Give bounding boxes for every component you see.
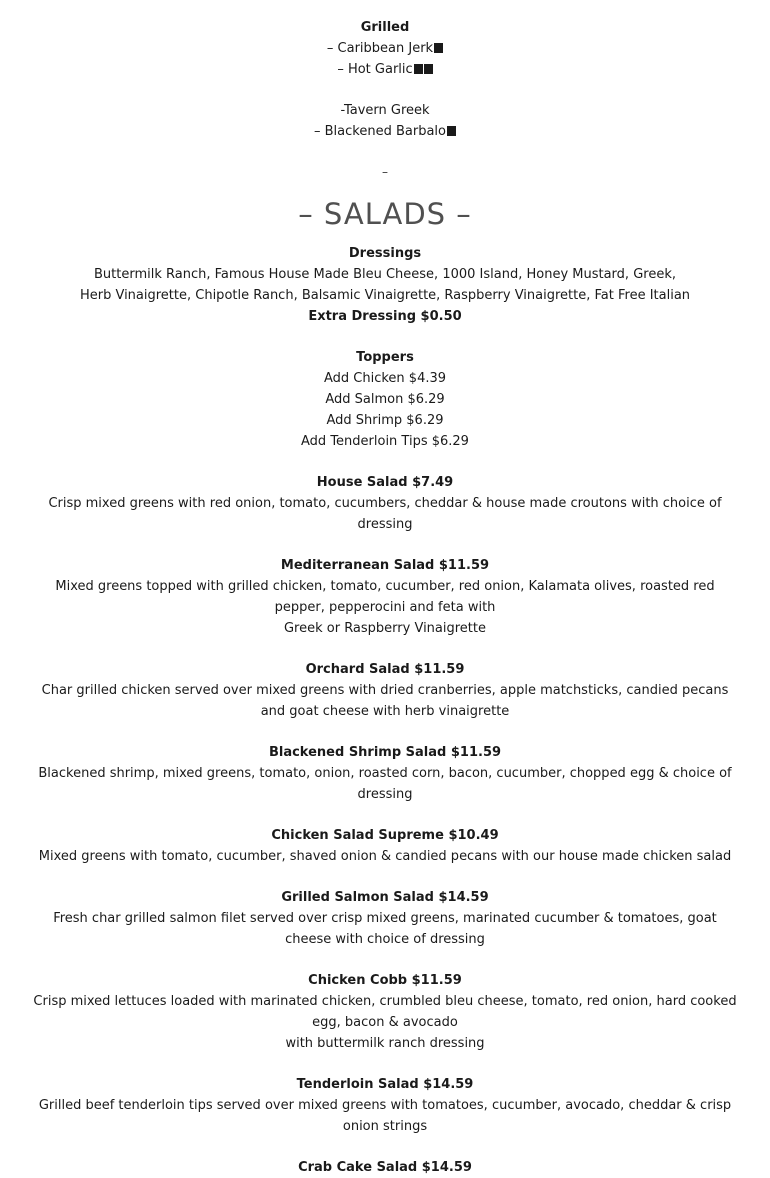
salad-item-description: with buttermilk ranch dressing [285,1036,485,1051]
toppers-heading: Toppers [356,350,414,365]
grilled-item-label: – Caribbean Jerk [326,41,434,56]
salad-item-name: Chicken Cobb $11.59 [308,973,462,988]
dressings-list-line-1: Buttermilk Ranch, Famous House Made Bleu Cheese, 1000 Island, Honey Mustard, Greek, [94,267,676,282]
salads-section-title: – SALADS – [298,197,472,231]
salad-item-name: Crab Cake Salad $14.59 [298,1160,472,1175]
salad-item-name: Orchard Salad $11.59 [305,662,465,677]
salad-item-name: Blackened Shrimp Salad $11.59 [268,745,502,760]
toppers-block [0,347,770,452]
salad-item-name: Tenderloin Salad $14.59 [296,1077,474,1092]
salad-item-description: Blackened shrimp, mixed greens, tomato, onion, roasted corn, bacon, cucumber, chopped egg & choice of dressing [38,766,732,802]
salad-item [0,1074,770,1137]
salad-item [0,970,770,1054]
salad-item [0,825,770,867]
grilled-section [0,17,770,142]
salad-item-description: Mixed greens with tomato, cucumber, shaved onion & candied pecans with our house made chicken salad [38,849,732,864]
spacer [0,80,770,100]
spicy-marker-icon [434,43,443,53]
grilled-item [0,59,770,80]
grilled-list [0,38,770,80]
grilled-item [0,121,770,142]
salad-item-description: Char grilled chicken served over mixed greens with dried cranberries, apple matchsticks, candied pecans and goat cheese with herb vinaigrette [41,683,729,719]
salad-item [0,1157,770,1178]
salad-item-name: Chicken Salad Supreme $10.49 [271,828,499,843]
salad-items [0,472,770,1178]
dressings-list-line-2: Herb Vinaigrette, Chipotle Ranch, Balsamic Vinaigrette, Raspberry Vinaigrette, Fat Free Italian [79,288,691,303]
topper-item: Add Shrimp $6.29 [326,413,444,428]
salad-item-description: Mixed greens topped with grilled chicken, tomato, cucumber, red onion, Kalamata olives, roasted red pepper, pepperocini and feta with [55,579,715,615]
salad-item-name: Grilled Salmon Salad $14.59 [281,890,489,905]
topper-item: Add Chicken $4.39 [323,371,447,386]
salad-item-description: Crisp mixed greens with red onion, tomato, cucumbers, cheddar & house made croutons with choice of dressing [48,496,722,532]
grilled-item-label: – Blackened Barbalo [314,124,446,139]
grilled-item [0,100,770,121]
grilled-item-label: -Tavern Greek [340,103,430,118]
grilled-item [0,38,770,59]
topper-item: Add Tenderloin Tips $6.29 [301,434,469,449]
salad-item [0,659,770,722]
dressings-block [0,243,770,327]
salad-item [0,555,770,639]
salad-item-name: House Salad $7.49 [316,475,454,490]
salad-item [0,887,770,950]
section-separator: – [382,165,388,179]
salad-item [0,742,770,805]
salad-item-description: Greek or Raspberry Vinaigrette [283,621,487,636]
salad-item-description: Crisp mixed lettuces loaded with marinated chicken, crumbled bleu cheese, tomato, red onion, hard cooked egg, bacon & avocado [33,994,737,1030]
salad-item-description: Fresh char grilled salmon filet served over crisp mixed greens, marinated cucumber & tomatoes, goat cheese with choice of dressing [53,911,717,947]
dressings-heading: Dressings [348,246,422,261]
spicy-marker-icon [447,126,456,136]
salad-item [0,472,770,535]
extra-dressing-price: Extra Dressing $0.50 [308,309,462,324]
spicy-marker-icon [424,64,433,74]
grilled-item-label: – Hot Garlic [337,62,413,77]
spicy-marker-icon [414,64,423,74]
grilled-heading: Grilled [360,20,410,35]
salad-item-description: Grilled beef tenderloin tips served over mixed greens with tomatoes, cucumber, avocado, cheddar & crisp onion strings [38,1098,732,1134]
salad-item-name: Mediterranean Salad $11.59 [280,558,490,573]
grilled-extra-list [0,100,770,142]
toppers-list [0,368,770,452]
topper-item: Add Salmon $6.29 [325,392,445,407]
